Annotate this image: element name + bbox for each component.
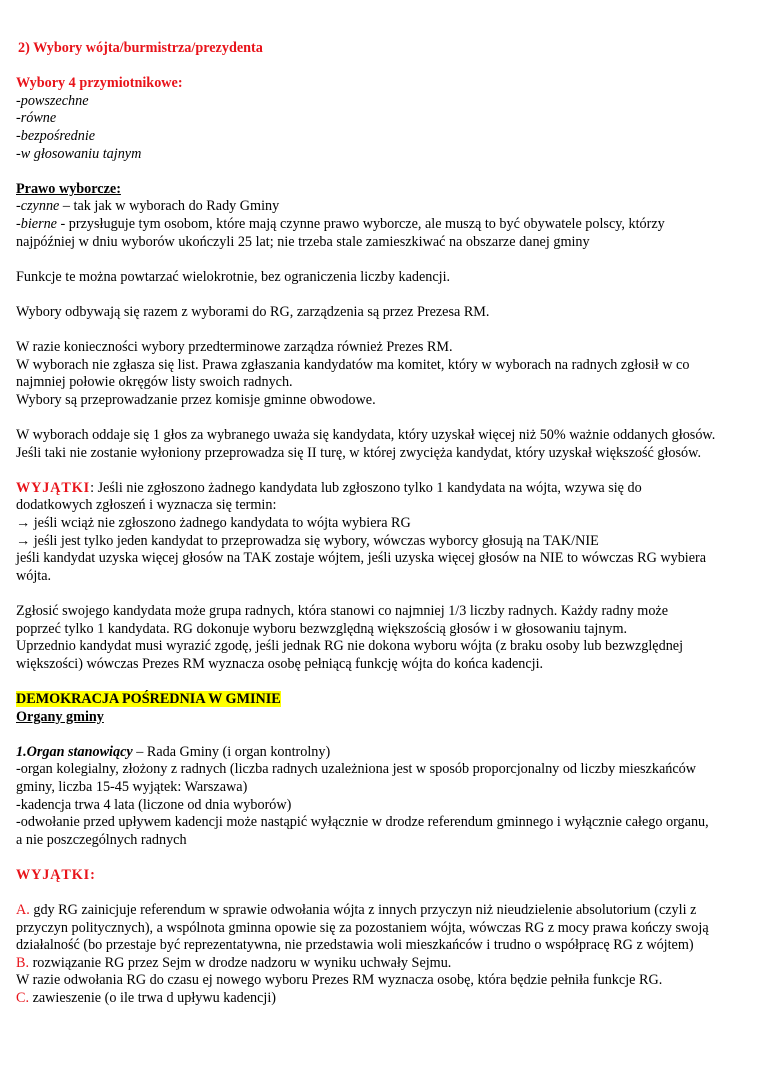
exception-c-text: zawieszenie (o ile trwa d upływu kadencji) [29,990,277,1007]
active-prefix: - [16,198,21,215]
organ-name: Organ stanowiący [26,743,133,760]
organ-rest: – Rada Gminy (i organ kontrolny) [132,743,331,760]
active-right-line [16,198,716,216]
passive-right-text: - przysługuje tym osobom, które mają czynne prawo wyborcze, ale muszą to być obywatele polscy, którzy najpóźniej w dniu wyborów ukończyli 25 lat; nie trzeba stale zamieszkiwać na obszarze danej gminy [16,215,665,250]
adjective-item: -w głosowaniu tajnym [16,145,142,162]
electoral-law-heading: Prawo wyborcze: [16,180,121,197]
organ-number: 1. [16,743,27,760]
organ-item: -organ kolegialny, złożony z radnych (liczba radnych uzależniona jest w sposób proporcjonalny od liczby mieszkańców gminy, liczba 15-45 wyjątek: Warszawa) [16,761,696,795]
exception-line: jeśli kandydat uzyska więcej głosów na TAK zostaje wójtem, jeśli uzyska więcej głosów na NIE to wówczas RG wybiera wójta. [16,550,707,584]
councillors-paragraph: Zgłosić swojego kandydata może grupa radnych, która stanowi co najmniej 1/3 liczby radnych. Każdy radny może poprzeć tylko 1 kandydata. RG dokonuje wyboru bezwzględną większością głosów i w głosowaniu tajnym. [16,603,669,637]
exception-line: → jeśli wciąż nie zgłoszono żadnego kandydata to wójta wybiera RG [16,515,411,532]
exception-b-text: rozwiązanie RG przez Sejm w drodze nadzoru w wyniku uchwały Sejmu. [29,954,452,971]
exception-a [16,902,716,955]
democracy-heading-line [16,691,716,709]
active-right-text: – tak jak w wyborach do Rady Gminy [59,198,280,215]
elections-paragraph: Wybory odbywają się razem z wyborami do RG, zarządzenia są przez Prezesa RM. [16,303,490,320]
exceptions-paragraph [16,480,716,515]
lists-line: W wyborach nie zgłasza się list. Prawa zgłaszania kandydatów ma komitet, który w wyborach na radnych zgłosił w co najmniej połowie okręgów listy swoich radnych. [16,356,690,391]
adjective-item: -powszechne [16,92,89,109]
passive-right-line [16,216,716,251]
adjectives-heading: Wybory 4 przymiotnikowe: [16,75,183,92]
organ-item: -odwołanie przed upływem kadencji może nastąpić wyłącznie w drodze referendum gminnego i wyłącznie całego organu, a nie poszczególnych radnych [16,814,709,848]
organs-subheading: Organy gminy [16,708,104,725]
organ-item: -kadencja trwa 4 lata (liczone od dnia wyborów) [16,796,292,813]
adjective-item: -równe [16,110,57,127]
exception-b-label: B. [16,954,30,971]
exception-c [16,990,716,1008]
exception-a-label: A. [16,902,30,919]
exception-b [16,955,716,973]
passive-right-term: bierne [20,215,57,232]
early-elections-line: W razie konieczności wybory przedterminowe zarządza również Prezes RM. [16,339,453,356]
consent-paragraph: Uprzednio kandydat musi wyrazić zgodę, jeśli jednak RG nie dokona wyboru wójta (z braku osoby lub bezwzględnej większości) wówczas Prezes RM wyznacza osobę pełniącą funkcję wójta do końca kadencji. [16,638,684,672]
exceptions-intro: : Jeśli nie zgłoszono żadnego kandydata lub zgłoszono tylko 1 kandydata na wójta, wzywa się do dodatkowych zgłoszeń i wyznacza się termin: [16,479,642,514]
passive-prefix: - [16,215,21,232]
commissions-line: Wybory są przeprowadzanie przez komisje gminne obwodowe. [16,391,376,408]
section-title: 2) Wybory wójta/burmistrza/prezydenta [18,40,263,56]
adjective-item: -bezpośrednie [16,127,96,144]
exceptions2-heading: WYJĄTKI: [16,866,96,883]
exception-c-label: C. [16,990,30,1007]
exception-line: → jeśli jest tylko jeden kandydat to przeprowadza się wybory, wówczas wyborcy głosują na TAK/NIE [16,532,599,549]
exceptions-label: WYJĄTKI [16,479,91,496]
majority-paragraph: W wyborach oddaje się 1 głos za wybranego uważa się kandydata, który uzyskał więcej niż 50% ważnie oddanych głosów. Jeśli taki nie zostanie wyłoniony przeprowadza się II turę, w której zwycięża kandydat, który uzyskał większość głosów. [16,427,716,461]
exception-b-after: W razie odwołania RG do czasu ej nowego wyboru Prezes RM wyznacza osobę, która będzie pełniła funkcje RG. [16,972,663,989]
organ-heading [16,744,716,762]
active-right-term: czynne [20,198,60,215]
functions-paragraph: Funkcje te można powtarzać wielokrotnie, bez ograniczenia liczby kadencji. [16,268,451,285]
democracy-heading: DEMOKRACJA POŚREDNIA W GMINIE [16,690,281,707]
exception-a-text: gdy RG zainicjuje referendum w sprawie odwołania wójta z innych przyczyn niż nieudzielenie absolutorium (czyli z przyczyn politycznych), a wspólnota gminna opowie się za pozostaniem wójta, wówczas RG z mocy prawa kończy swoją działalność (bo przestaje być reprezentatywna, nie przedstawia woli mieszkańców i trudno o współpracę RG z wójtem) [16,902,709,954]
